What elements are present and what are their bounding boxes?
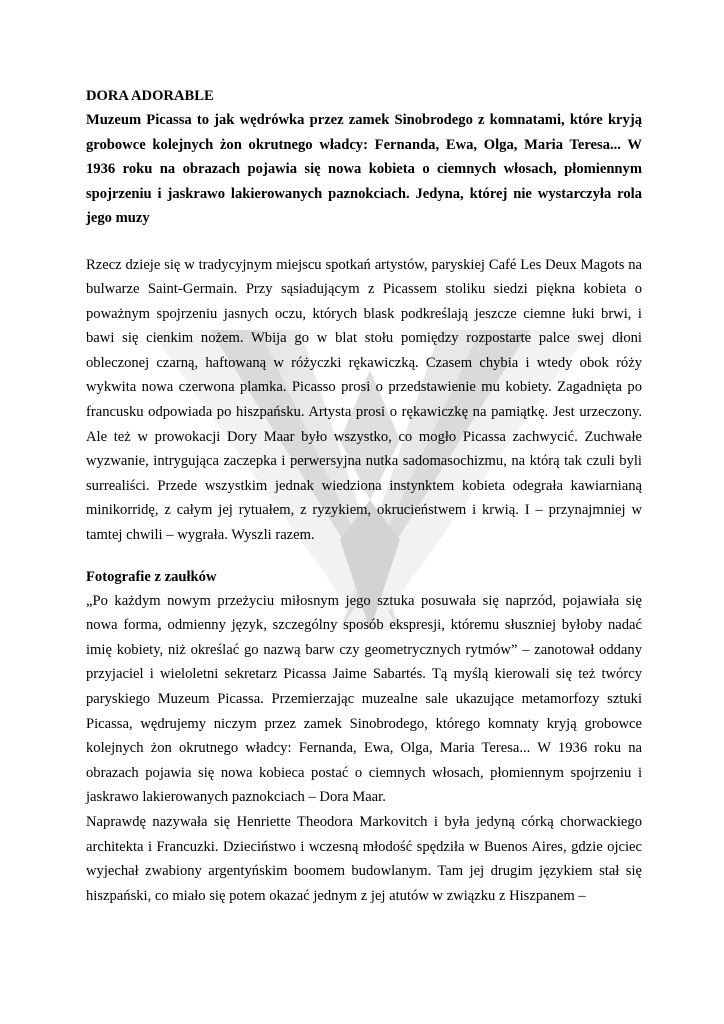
paragraph-3: Naprawdę nazywała się Henriette Theodora Markovitch i była jedyną córką chorwackiego architekta i Francuzki. Dzieciństwo i wczesną młodość spędziła w Buenos Aires, gdzie ojciec wyjechał zwabiony argentyńskim boomem budowlanym. Tam jej drugim językiem stał się hiszpański, co miało się potem okazać jednym z jej atutów w związku z Hiszpanem – (86, 813, 642, 904)
paragraph-1: Rzecz dzieje się w tradycyjnym miejscu spotkań artystów, paryskiej Café Les Deux Magots na bulwarze Saint-Germain. Przy sąsiadującym z Picassem stoliku siedzi piękna kobieta o poważnym spojrzeniu jasnych oczu, których blask podkreślają jeszcze ciemne łuki brwi, i bawi się cienkim nożem. Wbija go w blat stołu pomiędzy rozpostarte palce swej dłoni obleczonej czarną, haftowaną w różyczki rękawiczką. Czasem chybia i wtedy obok róży wykwita nowa czerwona plamka. Picasso prosi o przedstawienie mu kobiety. Zagadnięta po francusku odpowiada po hiszpańsku. Artysta prosi o rękawiczkę na pamiątkę. Jest urzeczony. Ale też w prowokacji Dory Maar było wszystko, co mogło Picassa zachwycić. Zuchwałe wyzwanie, intrygująca zaczepka i perwersyjna nutka sadomasochizmu, na którą tak czuli byli surrealiści. Przede wszystkim jednak wiedziona instynktem kobieta odegrała kawiarnianą minikorridę, z całym jej rytuałem, z ryzykiem, okrucieństwem i krwią. I – przynajmniej w tamtej chwili – wygrała. Wyszli razem. (86, 256, 642, 544)
paragraph-2: „Po każdym nowym przeżyciu miłosnym jego sztuka posuwała się naprzód, pojawiała się nowa forma, odmienny język, szczególny sposób ekspresji, któremu słuszniej byłoby nadać imię kobiety, niż określać go nazwą barw czy geometrycznych rytmów” – zanotował oddany przyjaciel i wieloletni sekretarz Picassa Jaime Sabartés. Tą myślą kierowali się też twórcy paryskiego Muzeum Picassa. Przemierzając muzealne sale ukazujące metamorfozy sztuki Picassa, wędrujemy niczym przez zamek Sinobrodego, którego komnaty kryją grobowce kolejnych żon okrutnego władcy: Fernanda, Ewa, Olga, Maria Teresa... W 1936 roku na obrazach pojawia się nowa kobieca postać o ciemnych włosach, płomiennym spojrzeniu i jaskrawo lakierowanych paznokciach – Dora Maar. (86, 592, 642, 806)
article-lead: Muzeum Picassa to jak wędrówka przez zamek Sinobrodego z komnatami, które kryją grobowce kolejnych żon okrutnego władcy: Fernanda, Ewa, Olga, Maria Teresa... W 1936 roku na obrazach pojawia się nowa kobieta o ciemnych włosach, płomiennym spojrzeniu i jaskrawo lakierowanych paznokciach. Jedyna, której nie wystarczyła rola jego muzy (86, 112, 642, 226)
article-title: DORA ADORABLE (86, 88, 214, 104)
document-page (86, 86, 642, 908)
section-heading: Fotografie z zaułków (86, 568, 217, 585)
